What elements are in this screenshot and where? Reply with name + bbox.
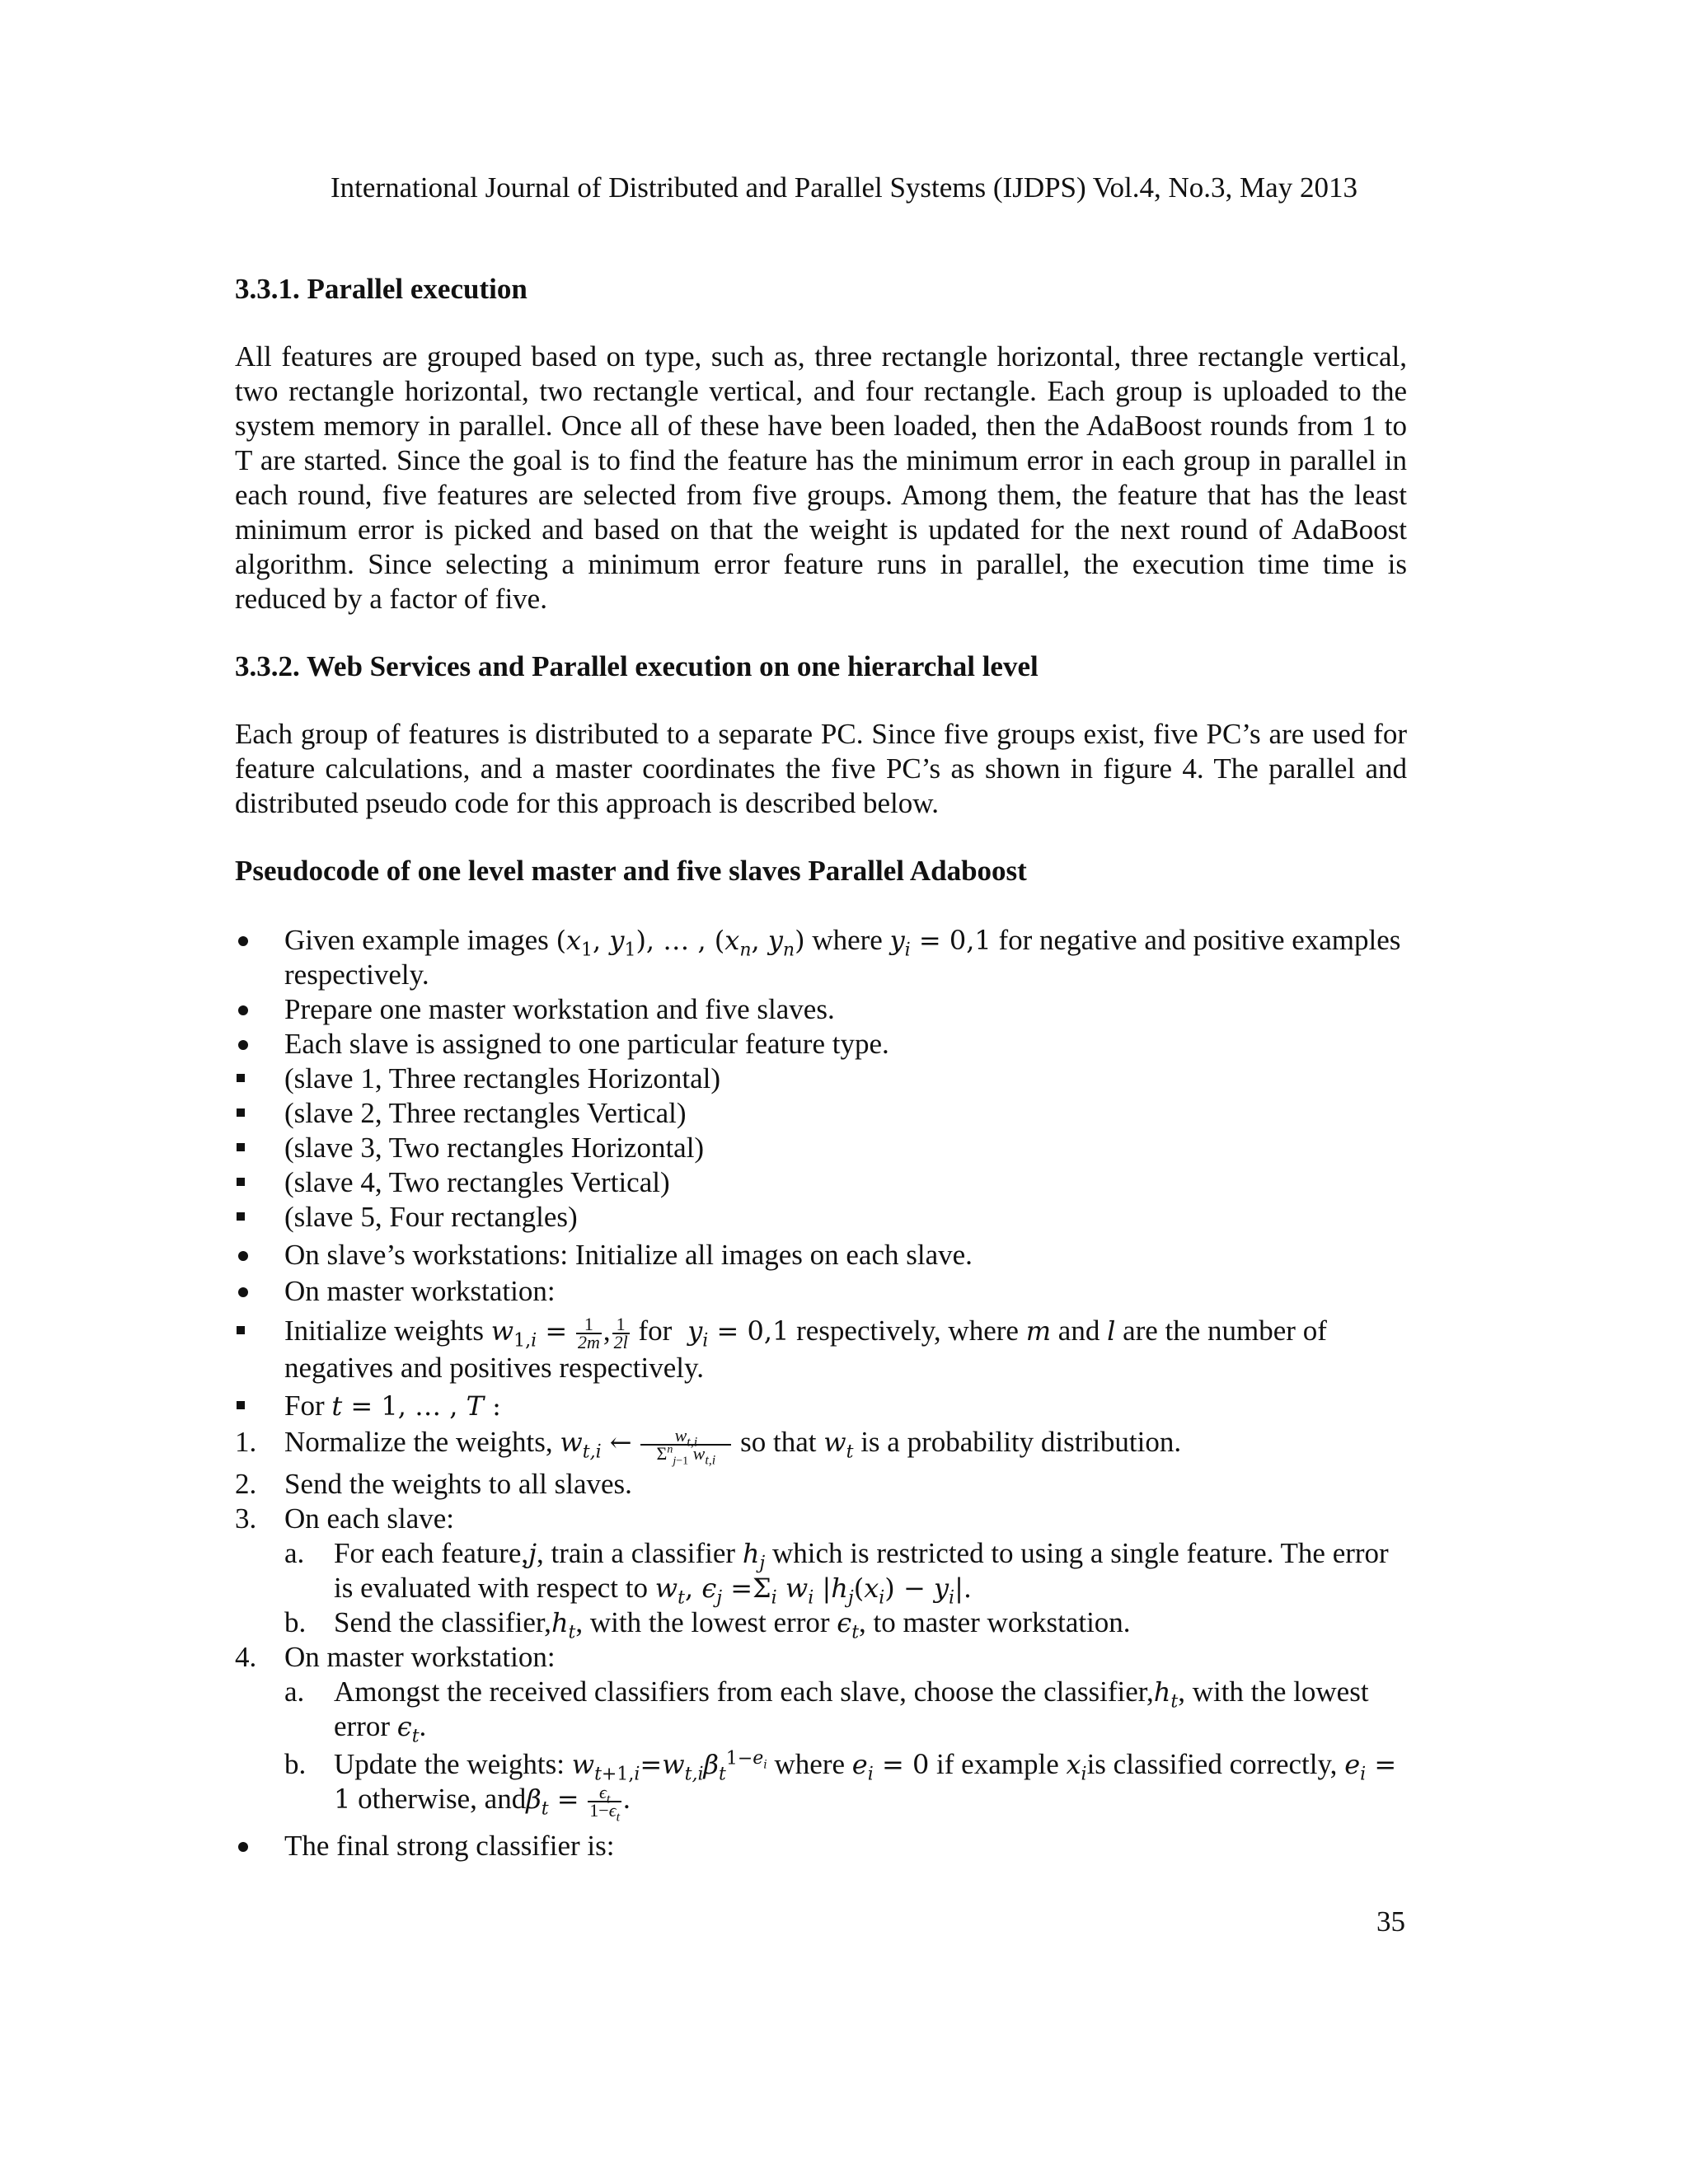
list-item: a. For each feature,j, train a classifier $h_j$ which is restricted to using a single feature. The error is evaluated with respect to $w_t$, $\epsilon_j =\Sigma_i$ $w_i$ $|h_j(x_i) - y_i|$.	[284, 1536, 1389, 1609]
list-item: 2. Send the weights to all slaves.	[235, 1467, 632, 1500]
list-item: For t = 1, … , T : 1. Normalize the weights, $w_{t,i}$ ← $\frac{w_{t,i}}{\Sigma^n_{j-1} w_{t,i}}$ so that $w_t$ is a probability distribution. 2. Send the weights to all slaves. 3. On each slave: a. For each feature,j, train a classifier $h_j$ which is restricted to using a single feature. The error is evaluated with respect to $w_t$, $\epsilon_j =\Sigma_i$ $w_i$ $|h_j(x_i) - y_i|$. b. Send the $classifier,h_t$, with the lowest error $\epsilon_t$, to master workstation. 4. On master workstation: a. Amongst the received classifiers from each slave, choose the $classifier,h_t$, with the lowest error $\epsilon_t$. b. Update the weights: $w_{t+1,i}=w_{t,i}\beta_t^{1-e_i}$ where $e_i = 0$ if example $x_iis$ classified correctly, $e_i = 1$ otherwise, andβ$_t$ = $\frac{\epsilon_t}{1-\epsilon_t}$ .	[235, 1389, 1407, 1819]
list-item: a. Amongst the received classifiers from each slave, choose the $classifier,h_t$, with the lowest error $\epsilon_t$.	[284, 1675, 1369, 1747]
fraction: $\frac{\epsilon_t}{1-\epsilon_t}$	[589, 1781, 621, 1825]
fraction: $\frac{w_{t,i}}{\Sigma^n_{j-1} w_{t,i}}$	[640, 1427, 731, 1462]
list-item: (slave 2, Three rectangles Vertical)	[235, 1096, 1407, 1131]
list-item: Initialize weights $w_{1,i}$ = $\frac{1}{2m}$ , $\frac{1}{2l}$ for $y_i = 0,1$ respectively, where m and l are the number of negatives and positives respectively.	[235, 1314, 1407, 1385]
list-item: 1. Normalize the weights, $w_{t,i}$ ← $\frac{w_{t,i}}{\Sigma^n_{j-1} w_{t,i}}$ so that $w_t$ is a probability distribution.	[235, 1424, 1182, 1468]
fraction: $\frac{1}{2l}$	[613, 1313, 628, 1352]
slave-list	[235, 1062, 1407, 1235]
master-steps	[235, 1313, 1407, 1825]
pseudocode-heading: Pseudocode of one level master and five slaves Parallel Adaboost	[235, 855, 1027, 887]
page-number: 35	[1376, 1905, 1405, 1938]
list-item: (slave 1, Three rectangles Horizontal)	[235, 1062, 1407, 1096]
list-item: (slave 4, Two rectangles Vertical)	[235, 1165, 1407, 1200]
list-item: (slave 5, Four rectangles)	[235, 1200, 1407, 1235]
list-item: Prepare one master workstation and five slaves.	[235, 992, 1407, 1027]
list-item: On slave’s workstations: Initialize all images on each slave.	[235, 1238, 1407, 1272]
list-item: Each slave is assigned to one particular feature type. (slave 1, Three rectangles Horizontal) (slave 2, Three rectangles Vertical) (slave 3, Two rectangles Horizontal) (slave 4, Two rectangles Vertical) (slave 5, Four rectangles)	[235, 1027, 1407, 1235]
section-heading-web-services: 3.3.2. Web Services and Parallel execution on one hierarchal level	[235, 650, 1039, 682]
pseudocode-list	[235, 923, 1407, 1863]
list-item: (slave 3, Two rectangles Horizontal)	[235, 1131, 1407, 1165]
round-steps	[235, 1424, 1407, 1825]
paragraph-web-services: Each group of features is distributed to a separate PC. Since five groups exist, five PC’s are used for feature calculations, and a master coordinates the five PC’s as shown in figure 4. The parallel and distributed pseudo code for this approach is described below.	[235, 718, 1407, 819]
list-item: The final strong classifier is:	[235, 1829, 1407, 1863]
page-content	[235, 272, 1407, 1863]
list-item: 4. On master workstation: a. Amongst the received classifiers from each slave, choose the $classifier,h_t$, with the lowest error $\epsilon_t$. b. Update the weights: $w_{t+1,i}=w_{t,i}\beta_t^{1-e_i}$ where $e_i = 0$ if example $x_iis$ classified correctly, $e_i = 1$ otherwise, andβ$_t$ = $\frac{\epsilon_t}{1-\epsilon_t}$ .	[235, 1640, 1407, 1819]
list-item: 3. On each slave: a. For each feature,j, train a classifier $h_j$ which is restricted to using a single feature. The error is evaluated with respect to $w_t$, $\epsilon_j =\Sigma_i$ $w_i$ $|h_j(x_i) - y_i|$. b. Send the $classifier,h_t$, with the lowest error $\epsilon_t$, to master workstation.	[235, 1502, 1407, 1640]
list-item: b. Update the weights: $w_{t+1,i}=w_{t,i}\beta_t^{1-e_i}$ where $e_i = 0$ if example $x_iis$ classified correctly, $e_i = 1$ otherwise, andβ$_t$ = $\frac{\epsilon_t}{1-\epsilon_t}$ .	[284, 1747, 1397, 1825]
slave-substeps	[284, 1536, 1407, 1643]
master-substeps	[284, 1675, 1407, 1825]
section-heading-parallel-execution: 3.3.1. Parallel execution	[235, 273, 528, 305]
list-item: Given example images ($x_1$, $y_1$), … , ($x_n$, $y_n$) where $y_i = 0,1$ for negative and positive examples respectively.	[235, 923, 1407, 992]
list-item: b. Send the $classifier,h_t$, with the lowest error $\epsilon_t$, to master workstation.	[284, 1605, 1131, 1643]
journal-header: International Journal of Distributed and Parallel Systems (IJDPS) Vol.4, No.3, May 2013	[331, 171, 1357, 204]
paragraph-parallel-execution: All features are grouped based on type, such as, three rectangle horizontal, three rectangle vertical, two rectangle horizontal, two rectangle vertical, and four rectangle. Each group is uploaded to the system memory in parallel. Once all of these have been loaded, then the AdaBoost rounds from 1 to T are started. Since the goal is to find the feature has the minimum error in each group in parallel in each round, five features are selected from five groups. Among them, the feature that has the least minimum error is picked and based on that the weight is updated for the next round of AdaBoost algorithm. Since selecting a minimum error feature runs in parallel, the execution time time is reduced by a factor of five.	[235, 340, 1407, 615]
list-item: On master workstation: Initialize weights $w_{1,i}$ = $\frac{1}{2m}$ , $\frac{1}{2l}$ for $y_i = 0,1$ respectively, where m and l are the number of negatives and positives respectively. For t = 1, … , T : 1. Normalize the weights, $w_{t,i}$ ← $\frac{w_{t,i}}{\Sigma^n_{j-1} w_{t,i}}$ so that $w_t$ is a probability distribution. 2. Send the weights to all slaves. 3. On each slave: a. For each feature,j, train a classifier $h_j$ which is restricted to using a single feature. The error is evaluated with respect to $w_t$, $\epsilon_j =\Sigma_i$ $w_i$ $|h_j(x_i) - y_i|$. b. Send the $classifier,h_t$, with the lowest error $\epsilon_t$, to master workstation. 4. On master workstation: a. Amongst the received classifiers from each slave, choose the $classifier,h_t$, with the lowest error $\epsilon_t$. b. Update the weights: $w_{t+1,i}=w_{t,i}\beta_t^{1-e_i}$ where $e_i = 0$ if example $x_iis$ classified correctly, $e_i = 1$ otherwise, andβ$_t$ = $\frac{\epsilon_t}{1-\epsilon_t}$ .	[235, 1274, 1407, 1819]
fraction: $\frac{1}{2m}$	[577, 1313, 600, 1352]
